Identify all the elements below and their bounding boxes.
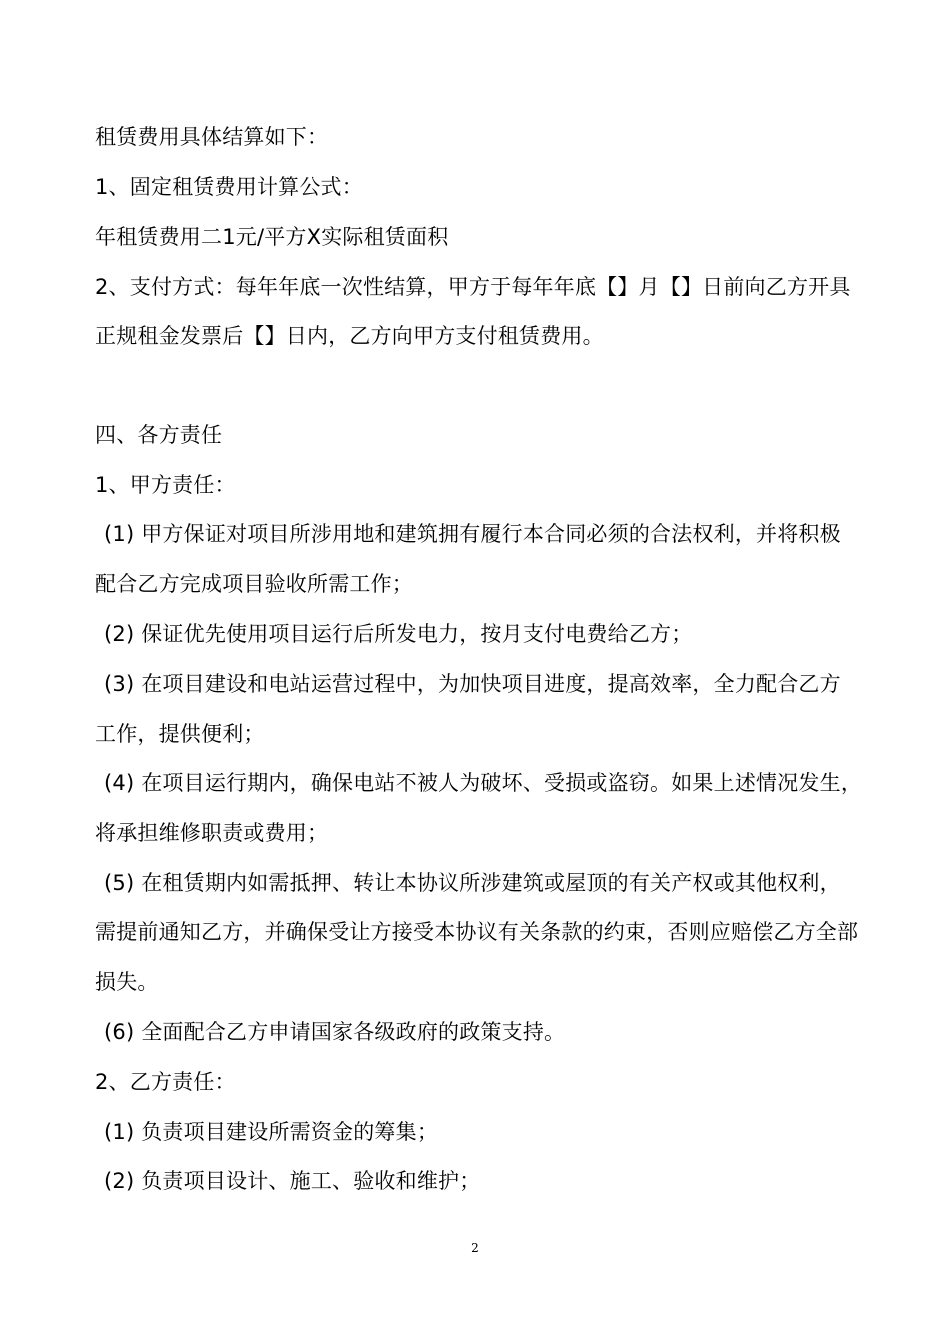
list-item-party-b-2: (2) 负责项目设计、施工、验收和维护； (104, 1169, 481, 1193)
paragraph-party-a-heading: 1、甲方责任： (95, 473, 236, 497)
paragraph-fixed-fee-formula: 年租赁费用二1元/平方X实际租赁面积 (95, 225, 449, 249)
list-item-party-a-1-cont: 配合乙方完成项目验收所需工作； (95, 572, 413, 596)
section-heading-responsibilities: 四、各方责任 (95, 423, 223, 447)
paragraph-settlement-intro: 租赁费用具体结算如下： (95, 125, 329, 149)
list-item-party-a-4: (4) 在项目运行期内，确保电站不被人为破坏、受损或盗窃。如果上述情况发生， (104, 771, 863, 795)
page-number: 2 (471, 1241, 479, 1255)
paragraph-fixed-fee-heading: 1、固定租赁费用计算公式： (95, 175, 363, 199)
list-item-party-a-6: (6) 全面配合乙方申请国家各级政府的政策支持。 (104, 1020, 566, 1044)
list-item-party-a-2: (2) 保证优先使用项目运行后所发电力，按月支付电费给乙方； (104, 622, 693, 646)
paragraph-party-b-heading: 2、乙方责任： (95, 1070, 236, 1094)
list-item-party-a-3: (3) 在项目建设和电站运营过程中，为加快项目进度，提高效率，全力配合乙方 (104, 672, 841, 696)
list-item-party-a-5-cont: 需提前通知乙方，并确保受让方接受本协议有关条款的约束，否则应赔偿乙方全部 (95, 920, 859, 944)
list-item-party-a-1: (1) 甲方保证对项目所涉用地和建筑拥有履行本合同必须的合法权利，并将积极 (104, 522, 841, 546)
list-item-party-a-5: (5) 在租赁期内如需抵押、转让本协议所涉建筑或屋顶的有关产权或其他权利， (104, 871, 841, 895)
list-item-party-a-4-cont: 将承担维修职责或费用； (95, 821, 329, 845)
paragraph-payment-method: 2、支付方式：每年年底一次性结算，甲方于每年年底【】月【】日前向乙方开具 (95, 275, 851, 299)
paragraph-payment-method-cont: 正规租金发票后【】日内，乙方向甲方支付租赁费用。 (95, 324, 604, 348)
list-item-party-b-1: (1) 负责项目建设所需资金的筹集； (104, 1120, 439, 1144)
list-item-party-a-5-cont-2: 损失。 (95, 970, 159, 994)
list-item-party-a-3-cont: 工作，提供便利； (95, 722, 265, 746)
